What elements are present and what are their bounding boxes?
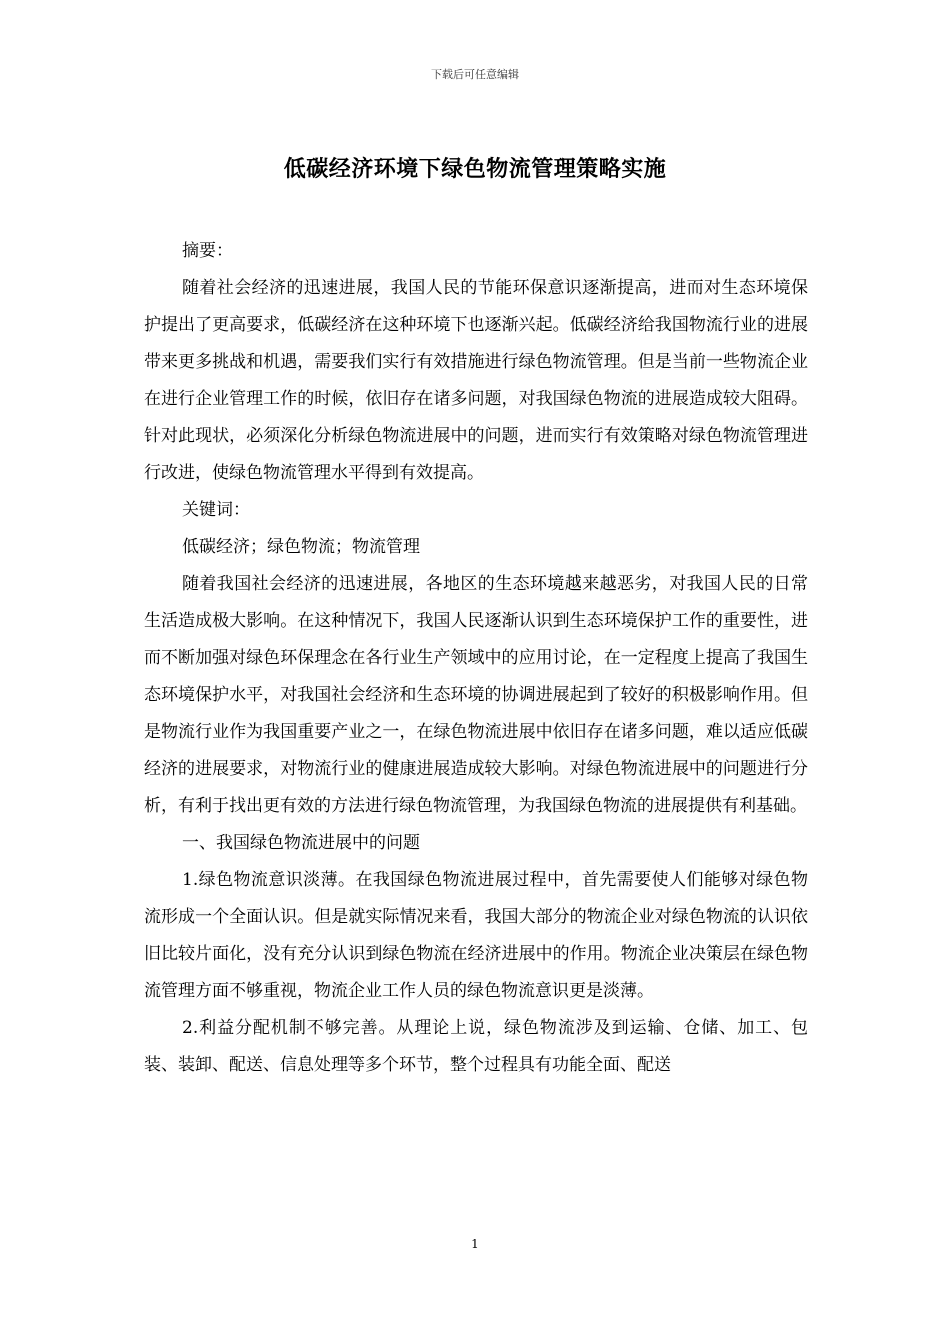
- abstract-paragraph: 随着社会经济的迅速进展，我国人民的节能环保意识逐渐提高，进而对生态环境保护提出了更高要求，低碳经济在这种环境下也逐渐兴起。低碳经济给我国物流行业的进展带来更多挑战和机遇，需要我们实行有效措施进行绿色物流管理。但是当前一些物流企业在进行企业管理工作的时候，依旧存在诸多问题，对我国绿色物流的进展造成较大阻碍。针对此现状，必须深化分析绿色物流进展中的问题，进而实行有效策略对绿色物流管理进行改进，使绿色物流管理水平得到有效提高。: [144, 278, 808, 483]
- keywords-list: 低碳经济；绿色物流；物流管理: [182, 537, 420, 557]
- abstract-label: 摘要：: [182, 241, 233, 261]
- page-header-note: 下载后可任意编辑: [431, 68, 519, 81]
- keywords-label: 关键词：: [182, 500, 250, 520]
- body-paragraph: 1.绿色物流意识淡薄。在我国绿色物流进展过程中，首先需要使人们能够对绿色物流形成一个全面认识。但是就实际情况来看，我国大部分的物流企业对绿色物流的认识依旧比较片面化，没有充分认识到绿色物流在经济进展中的作用。物流企业决策层在绿色物流管理方面不够重视，物流企业工作人员的绿色物流意识更是淡薄。: [144, 870, 808, 1001]
- intro-paragraph: 随着我国社会经济的迅速进展，各地区的生态环境越来越恶劣，对我国人民的日常生活造成极大影响。在这种情况下，我国人民逐渐认识到生态环境保护工作的重要性，进而不断加强对绿色环保理念在各行业生产领域中的应用讨论，在一定程度上提高了我国生态环境保护水平，对我国社会经济和生态环境的协调进展起到了较好的积极影响作用。但是物流行业作为我国重要产业之一，在绿色物流进展中依旧存在诸多问题，难以适应低碳经济的进展要求，对物流行业的健康进展造成较大影响。对绿色物流进展中的问题进行分析，有利于找出更有效的方法进行绿色物流管理，为我国绿色物流的进展提供有利基础。: [144, 574, 808, 816]
- body-paragraph: 2.利益分配机制不够完善。从理论上说，绿色物流涉及到运输、仓储、加工、包装、装卸、配送、信息处理等多个环节，整个过程具有功能全面、配送: [144, 1018, 808, 1075]
- document-body: [144, 233, 808, 1084]
- document-title: 低碳经济环境下绿色物流管理策略实施: [283, 157, 667, 182]
- page-number: 1: [471, 1237, 479, 1251]
- section-heading: 一、我国绿色物流进展中的问题: [182, 833, 420, 853]
